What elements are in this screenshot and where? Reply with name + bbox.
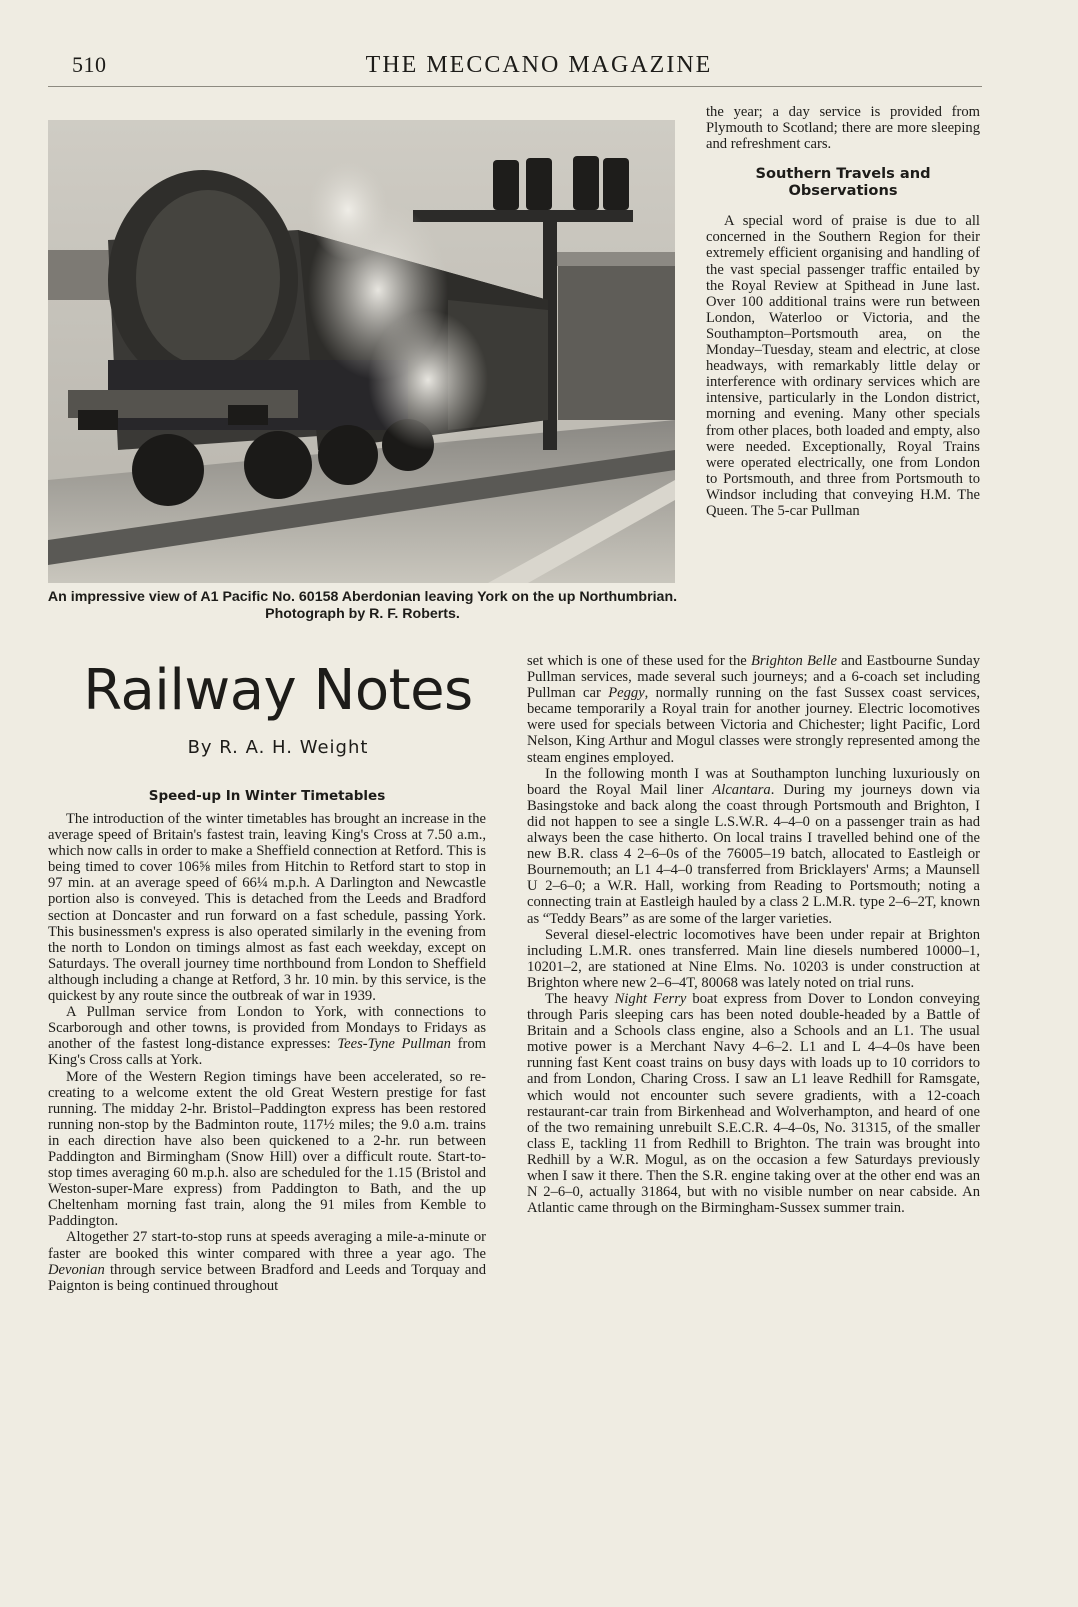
train-name-brighton-belle: Brighton Belle <box>750 653 837 669</box>
paragraph-pullman-set: set which is one of these used for the Brighton Belle and Eastbourne Sunday Pullman services, made several such journeys; and a 6-coach set including Pullman car Peggy, normally running on the fast Sussex coast services, became temporarily a Royal train for another journey. Electric locomotives were used for specials between Victoria and Chichester; light Pacific, Lord Nelson, King Arthur and Mogul classes were strongly represented among the steam engines employed. <box>527 653 980 766</box>
paragraph-continuation: the year; a day service is provided from Plymouth to Scotland; there are more sleeping and refreshment cars. <box>706 104 980 153</box>
train-name-devonian: Devonian <box>48 1261 105 1278</box>
right-main-column <box>527 653 980 1216</box>
photo-caption: An impressive view of A1 Pacific No. 60158 Aberdonian leaving York on the up Northumbrian. Photograph by R. F. Roberts. <box>47 589 678 622</box>
train-name-tees-tyne: Tees-Tyne Pullman <box>337 1036 451 1053</box>
article-byline: By R. A. H. Weight <box>187 737 369 758</box>
car-name-peggy: Peggy <box>608 685 645 702</box>
paragraph-southern-praise: A special word of praise is due to all concerned in the Southern Region for their extremely efficient organising and handling of the vast special passenger traffic entailed by the Royal Review at Spithead in June last. Over 100 additional trains were run between London, Waterloo or Victoria, and the Southampton–Portsmouth area, on the Monday–Tuesday, steam and electric, at close headways, with remarkably little delay or interference with ordinary services which are intensive, particularly in the London district, morning and evening. Many other specials from other places, both loaded and empty, also were needed. Exceptionally, Royal Trains were operated electrically, one from London to Portsmouth, and three from Portsmouth to Windsor including that conveying H.M. The Queen. The 5-car Pullman <box>706 213 980 519</box>
photograph-locomotive-icon <box>48 120 675 583</box>
article-title: Railway Notes <box>83 658 473 723</box>
paragraph-night-ferry: The heavy Night Ferry boat express from Dover to London conveying through Paris sleeping cars has been noted double-headed by a Battle of Britain and a Schools class engine, also a Schools and an L1. The usual motive power is a Merchant Navy 4–6–2. L1 and L 4–4–0s have been running fast Kent coast trains on busy days with loads up to 10 corridors to and from London, Charing Cross. I saw an L1 leave Redhill for Ramsgate, which would not encounter such severe gradients, with a 12-coach restaurant-car train from Birkenhead and Wolverhampton, and heard of one of the two remaining unrebuilt S.E.C.R. 4–4–0s, No. 31315, of the smaller class E, tackling 11 from Redhill to Brighton. The train was brought into Redhill by a W.R. Mogul, as on the occasion a few Saturdays previously when I saw it there. Then the S.R. engine taking over at the other end was an N 2–6–0, actually 31864, but with no visible number on near cabside. An Atlantic came through on the Birmingham-Sussex summer train. <box>527 990 980 1217</box>
paragraph-southampton: In the following month I was at Southampton lunching luxuriously on board the Royal Mail liner Alcantara. During my journeys down via Basingstoke and back along the coast through Portsmouth and Brighton, I did not happen to see a single L.S.W.R. 4–4–0 on a passenger train as had always been the case hitherto. On local trains I travelled behind one of the new B.R. class 4 2–6–0s of the 76005–19 batch, allocated to Eastleigh or Bournemouth; an L1 4–4–0 transferred from Bricklayers' Arms; a Maunsell U 2–6–0; a W.R. Hall, working from Reading to Portsmouth; noting a connecting train at Eastleigh hauled by a class 2 L.M.R. type 2–6–2T, known as “Teddy Bears” as are some of the larger varieties. <box>527 765 980 927</box>
paragraph-winter-timetables: The introduction of the winter timetables has brought an increase in the average speed of Britain's fastest train, leaving King's Cross at 7.50 a.m., which now calls in order to make a Sheffield connection at Retford. This is being timed to cover 106⅝ miles from Hitchin to Retford start to stop in 97 min. at an average speed of 66¼ m.p.h. A Darlington and Newcastle portion also is conveyed. This is detached from the Leeds and Bradford section at Doncaster and run forward on a fast schedule, passing York. This businessmen's express is also operated similarly in the evening from the north to London on timings almost as fast each weekday, except on Saturdays. The overall journey time northbound from London to Sheffield although including a change at Retford, 3 hr. 10 min. by this service, is the quickest by any route since the outbreak of war in 1939. <box>48 811 486 1005</box>
section-heading-southern-travels: Southern Travels and Observations <box>755 165 931 200</box>
section-heading-speed-up: Speed-up In Winter Timetables <box>148 788 386 804</box>
header-rule <box>48 86 982 87</box>
train-name-night-ferry: Night Ferry <box>614 990 687 1007</box>
ship-name-alcantara: Alcantara <box>712 781 771 798</box>
right-top-column <box>706 104 980 519</box>
page-number: 510 <box>72 52 107 77</box>
paragraph-start-to-stop-runs: Altogether 27 start-to-stop runs at speeds averaging a mile-a-minute or faster are booked this winter compared with three a year ago. The Devonian through service between Bradford and Leeds and Torquay and Paignton is being continued throughout <box>48 1229 486 1294</box>
paragraph-pullman-service: A Pullman service from London to York, with connections to Scarborough and other towns, is provided from Mondays to Fridays as another of the fastest long-distance expresses: Tees-Tyne Pullman from King's Cross calls at York. <box>48 1004 486 1069</box>
paragraph-diesel-electric: Several diesel-electric locomotives have been under repair at Brighton including L.M.R. ones transferred. Main line diesels numbered 10000–1, 10201–2, are stationed at Nine Elms. No. 10203 is under construction at Brighton where new 2–6–4T, 80068 was lately noted on trial runs. <box>527 926 980 991</box>
running-title: THE MECCANO MAGAZINE <box>365 52 713 78</box>
paragraph-western-region: More of the Western Region timings have been accelerated, so re-creating to a welcome extent the old Great Western prestige for fast running. The midday 2-hr. Bristol–Paddington express has been restored running non-stop by the Badminton route, 117½ miles; the 9.0 a.m. trains in each direction have also been quickened to a 2-hr. run between Paddington and Birmingham (Snow Hill) over a difficult route. Start-to-stop times averaging 60 m.p.h. also are scheduled for the 1.15 (Bristol and Weston-super-Mare express) from Paddington to Bath, and the up Cheltenham morning fast train, along the 91 miles from Kemble to Paddington. <box>48 1068 486 1230</box>
left-column <box>48 788 486 1294</box>
